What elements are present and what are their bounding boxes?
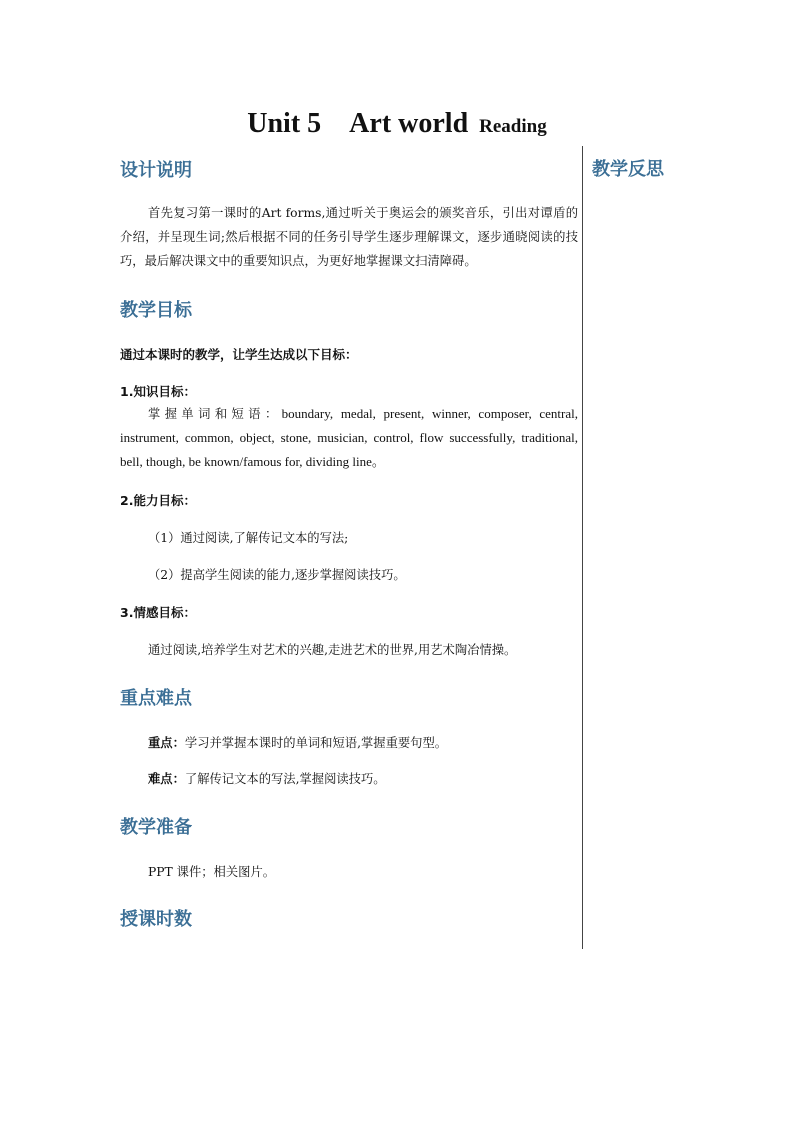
title-topic: Art world <box>349 108 469 139</box>
ability-goal-2: （2）提高学生阅读的能力,逐步掌握阅读技巧。 <box>148 568 406 582</box>
column-divider <box>582 146 583 949</box>
preparation-text: PPT 课件；相关图片。 <box>148 865 276 879</box>
difficult-label: 难点： <box>148 772 185 786</box>
reflection-heading: 教学反思 <box>592 159 664 180</box>
title-subtitle: Reading <box>479 116 547 137</box>
knowledge-goal-text <box>120 402 578 474</box>
emotion-goal-label: 3.情感目标： <box>120 605 196 620</box>
page-title <box>0 108 794 140</box>
key-label: 重点： <box>148 736 185 750</box>
key-points-heading: 重点难点 <box>120 688 192 709</box>
goals-heading: 教学目标 <box>120 300 192 321</box>
key-point <box>148 733 447 751</box>
knowledge-words: boundary, medal, present, winner, composer, central, instrument, common, object, stone, musician, control, flow successfully, traditional, bell, though, be known/famous for, dividing line。 <box>120 406 578 469</box>
design-heading: 设计说明 <box>120 160 192 181</box>
emotion-goal-text: 通过阅读,培养学生对艺术的兴趣,走进艺术的世界,用艺术陶冶情操。 <box>148 643 517 657</box>
hours-heading: 授课时数 <box>120 909 192 930</box>
knowledge-goal-label: 1.知识目标： <box>120 384 196 399</box>
design-text: 首先复习第一课时的Art forms,通过听关于奥运会的颁奖音乐，引出对谭盾的介绍，并呈现生词;然后根据不同的任务引导学生逐步理解课文，逐步通晓阅读的技巧，最后解决课文中的重要知识点，为更好地掌握课文扫清障碍。 <box>120 206 578 268</box>
preparation-heading: 教学准备 <box>120 817 192 838</box>
title-unit: Unit 5 <box>247 108 322 139</box>
knowledge-prefix: 掌握单词和短语： <box>148 407 282 421</box>
difficult-point <box>148 769 386 787</box>
key-text: 学习并掌握本课时的单词和短语,掌握重要句型。 <box>184 736 448 750</box>
difficult-text: 了解传记文本的写法,掌握阅读技巧。 <box>184 772 386 786</box>
ability-goal-label: 2.能力目标： <box>120 493 196 508</box>
goals-intro: 通过本课时的教学，让学生达成以下目标： <box>120 347 358 362</box>
ability-goal-1: （1）通过阅读,了解传记文本的写法; <box>148 531 349 545</box>
